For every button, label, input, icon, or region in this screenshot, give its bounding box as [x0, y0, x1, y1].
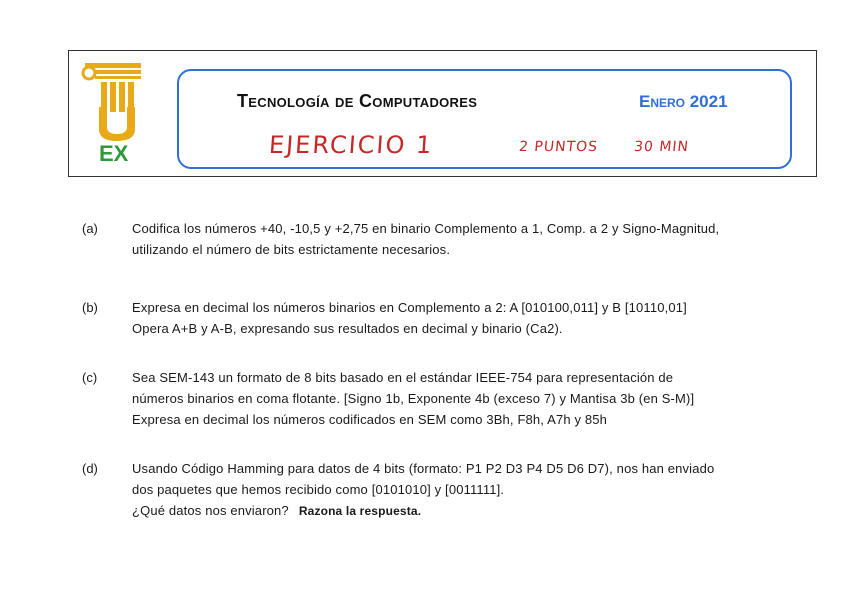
course-title: Tecnología de Computadores: [237, 91, 478, 111]
exercise-points: 2 PUNTOS: [518, 139, 599, 155]
question-label: (b): [82, 300, 98, 315]
question-line: Expresa en decimal los números codificados en SEM como 3Bh, F8h, A7h y 85h: [132, 412, 608, 427]
question-label: (a): [82, 221, 98, 236]
question-line: [132, 500, 822, 522]
question-emphasis: Razona la respuesta.: [298, 504, 422, 518]
question-line: Opera A+B y A-B, expresando sus resultados en decimal y binario (Ca2).: [132, 321, 563, 336]
question-line: números binarios en coma flotante. [Signo 1b, Exponente 4b (exceso 7) y Mantisa 3b (en S-M)]: [132, 391, 695, 406]
question-line: utilizando el número de bits estrictamente necesarios.: [132, 242, 451, 257]
question-line: Codifica los números +40, -10,5 y +2,75 en binario Complemento a 1, Comp. a 2 y Signo-Magnitud,: [132, 221, 720, 236]
exercise-time: 30 MIN: [633, 139, 690, 155]
uex-logo-text: EX: [99, 141, 129, 163]
question-text: ¿Qué datos nos enviaron?: [132, 503, 289, 518]
question-line: Sea SEM-143 un formato de 8 bits basado en el estándar IEEE-754 para representación de: [132, 370, 674, 385]
question-label: (c): [82, 370, 98, 385]
exercise-number: EJERCICIO 1: [268, 131, 435, 159]
question-label: (d): [82, 461, 98, 476]
exam-header: [68, 50, 817, 177]
question-line: Expresa en decimal los números binarios en Complemento a 2: A [010100,011] y B [10110,01]: [132, 300, 687, 315]
question-line: dos paquetes que hemos recibido como [0101010] y [0011111].: [132, 482, 505, 497]
question-line: Usando Código Hamming para datos de 4 bits (formato: P1 P2 D3 P4 D5 D6 D7), nos han enviado: [132, 461, 715, 476]
uex-logo-icon: [81, 63, 145, 163]
title-box: [177, 69, 792, 169]
exam-date: Enero 2021: [639, 92, 728, 111]
